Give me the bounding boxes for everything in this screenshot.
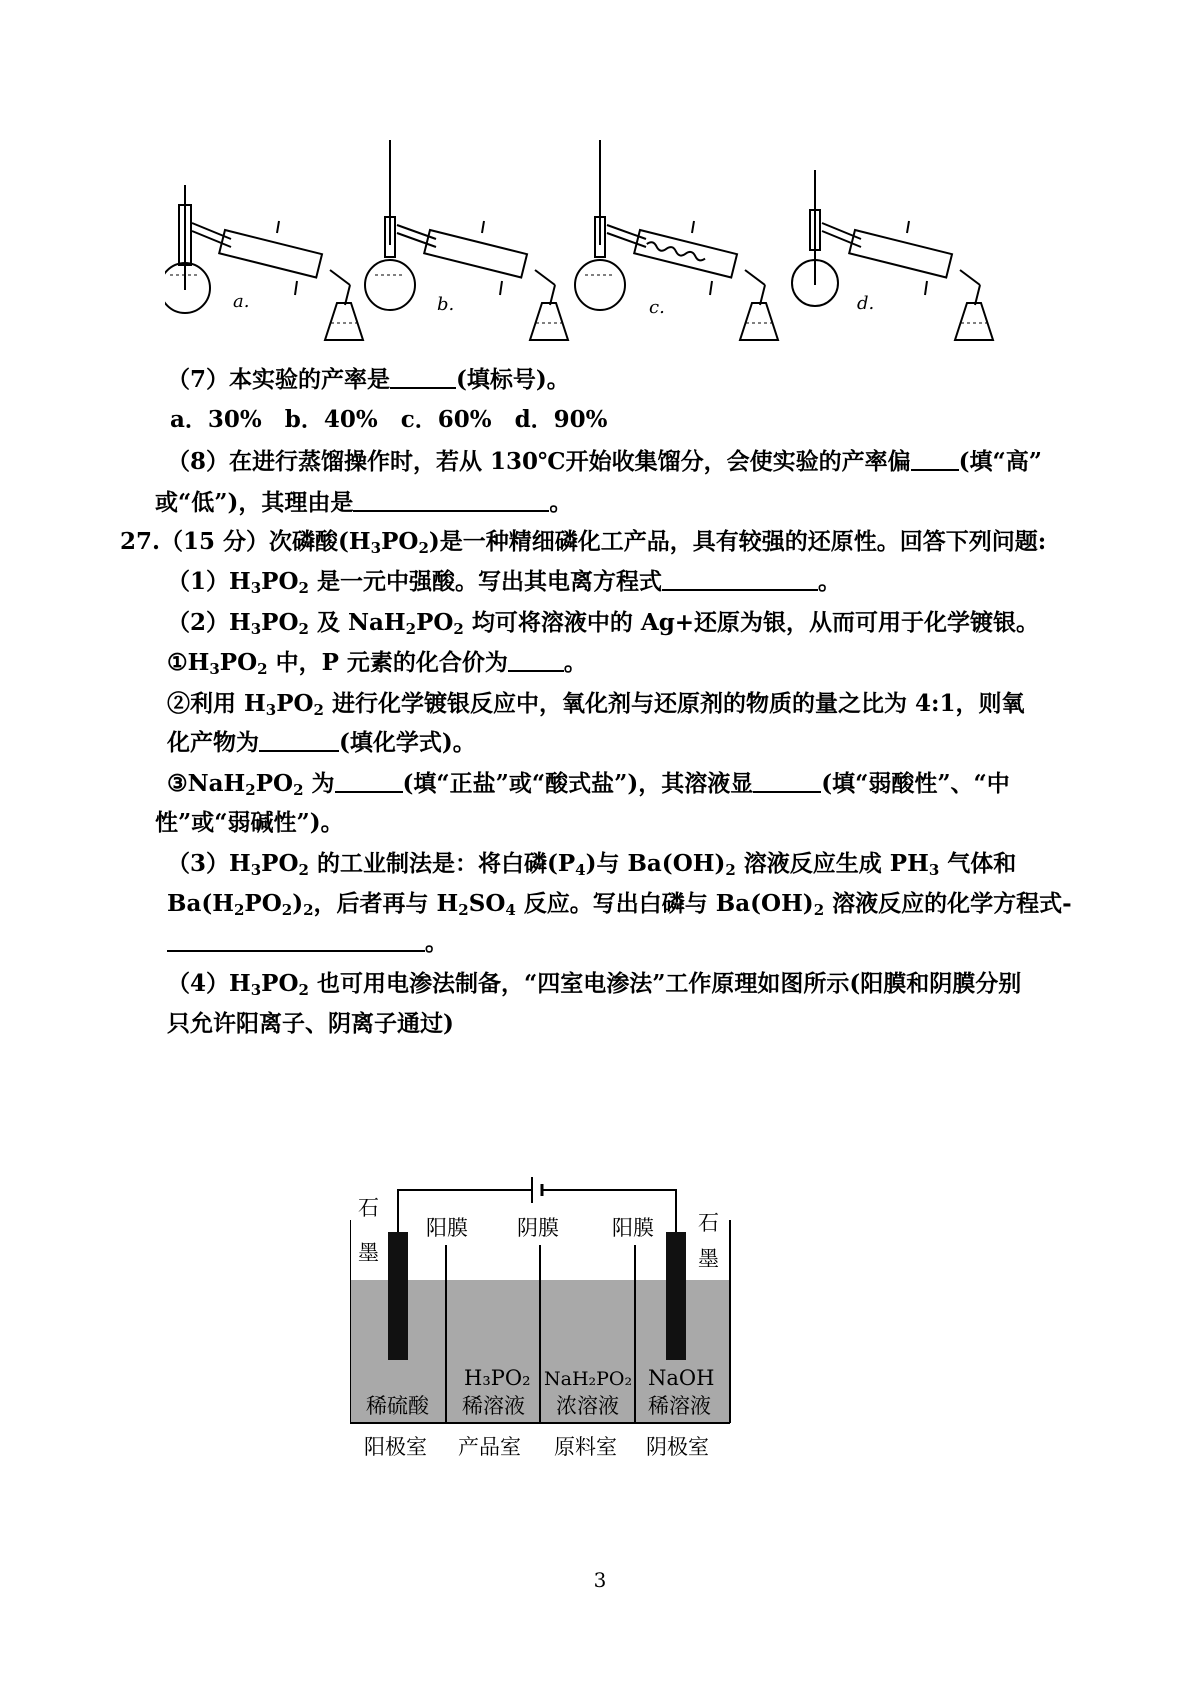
question-27-part-2: $(2)H_3PO_2$ 及 $NaH_2PO_2$ 均可将溶液中的 Ag+还原为银，从而可用于化学镀银。: [167, 609, 1040, 638]
solution-label-2-formula: H₃PO₂: [464, 1366, 531, 1390]
apparatus-label-a: a.: [233, 291, 250, 312]
solution-label-4-formula: NaOH: [648, 1366, 715, 1390]
chamber-label-anode: 阳极室: [364, 1435, 427, 1459]
question-27-part-4-line-2: 只允许阳离子、阴离子通过): [167, 1010, 454, 1037]
solution-label-2: 稀溶液: [462, 1394, 525, 1418]
apparatus-label-d: d.: [857, 293, 875, 314]
apparatus-c: [575, 140, 778, 340]
question-27-part-4: $(4)H_3PO_2$ 也可用电渗法制备，“四室电渗法”工作原理如图所示(阳膜和阴膜分别: [167, 970, 1022, 999]
question-7-options: a．30% b．40% c．60% d．90%: [170, 406, 608, 433]
right-electrode-label: 石: [698, 1211, 719, 1235]
left-electrode-label: 墨: [358, 1241, 379, 1265]
left-electrode-label: 石: [358, 1196, 379, 1220]
chamber-label-cathode: 阴极室: [646, 1435, 709, 1459]
question-27-part-2-2: ②利用 $H_3PO_2$ 进行化学镀银反应中，氧化剂与还原剂的物质的量之比为 4:1，则氧: [167, 690, 1025, 719]
chamber-label-product: 产品室: [458, 1435, 521, 1459]
question-27-header: 27.（15 分）次磷酸$(H_3PO_2)$是一种精细磷化工产品，具有较强的还原性。回答下列问题:: [120, 528, 1047, 557]
question-7: （7）本实验的产率是 (填标号)。: [167, 366, 570, 393]
answer-blank: [353, 488, 549, 512]
membrane-label-3: 阳膜: [612, 1216, 654, 1240]
question-27-part-2-1: $①H_3PO_2$ 中，P 元素的化合价为 。: [167, 649, 587, 678]
left-electrode: [388, 1232, 408, 1360]
answer-blank: [167, 928, 425, 952]
solution-label-4: 稀溶液: [648, 1394, 711, 1418]
question-27-part-2-3-line-2: 性”或“弱碱性”)。: [155, 809, 344, 836]
apparatus-b: [365, 140, 568, 340]
distillation-apparatus-figure: [165, 135, 1085, 375]
page-number: 3: [593, 1568, 607, 1592]
apparatus-label-c: c.: [649, 297, 665, 318]
answer-blank: [390, 365, 456, 389]
answer-blank: [335, 769, 403, 793]
right-electrode: [666, 1232, 686, 1360]
question-27-part-1: $(1)H_3PO_2$ 是一元中强酸。写出其电离方程式 。: [167, 568, 841, 597]
question-27-part-3-line-3: 。: [167, 928, 448, 958]
right-electrode-label: 墨: [698, 1247, 719, 1271]
question-27-part-2-2-line-2: 化产物为 (填化学式)。: [167, 729, 476, 756]
question-27-part-2-3: $③NaH_2PO_2$ 为 (填“正盐”或“酸式盐”)，其溶液显 (填“弱酸性”、“中: [167, 770, 1010, 799]
question-8-line-2: 或“低”)，其理由是 。: [155, 489, 573, 516]
four-chamber-electrodialysis-diagram: [350, 1160, 780, 1470]
question-8-line-1: （8）在进行蒸馏操作时，若从 130℃开始收集馏分，会使实验的产率偏 (填“高”: [167, 448, 1042, 475]
apparatus-d: [792, 170, 993, 340]
answer-blank: [508, 648, 564, 672]
solution-label-3-formula: NaH₂PO₂: [544, 1368, 633, 1390]
question-27-part-3-line-2: $Ba(H_2PO_2)_2$，后者再与 $H_2SO_4$ 反应。写出白磷与 $Ba(OH)_2$ 溶液反应的化学方程式-: [167, 890, 1072, 919]
solution-label-1: 稀硫酸: [366, 1394, 429, 1418]
apparatus-label-b: b.: [437, 294, 455, 315]
apparatus-a: [165, 185, 363, 340]
answer-blank: [259, 728, 339, 752]
membrane-label-1: 阳膜: [426, 1216, 468, 1240]
membrane-label-2: 阴膜: [517, 1216, 559, 1240]
answer-blank: [911, 447, 959, 471]
chamber-label-feed: 原料室: [554, 1435, 617, 1459]
answer-blank: [662, 567, 818, 591]
question-27-part-3: $(3)H_3PO_2$ 的工业制法是：将白磷$(P_4)$与 $Ba(OH)_2$ 溶液反应生成 $PH_3$ 气体和: [167, 850, 1017, 879]
solution-label-3: 浓溶液: [556, 1394, 619, 1418]
answer-blank: [753, 769, 821, 793]
